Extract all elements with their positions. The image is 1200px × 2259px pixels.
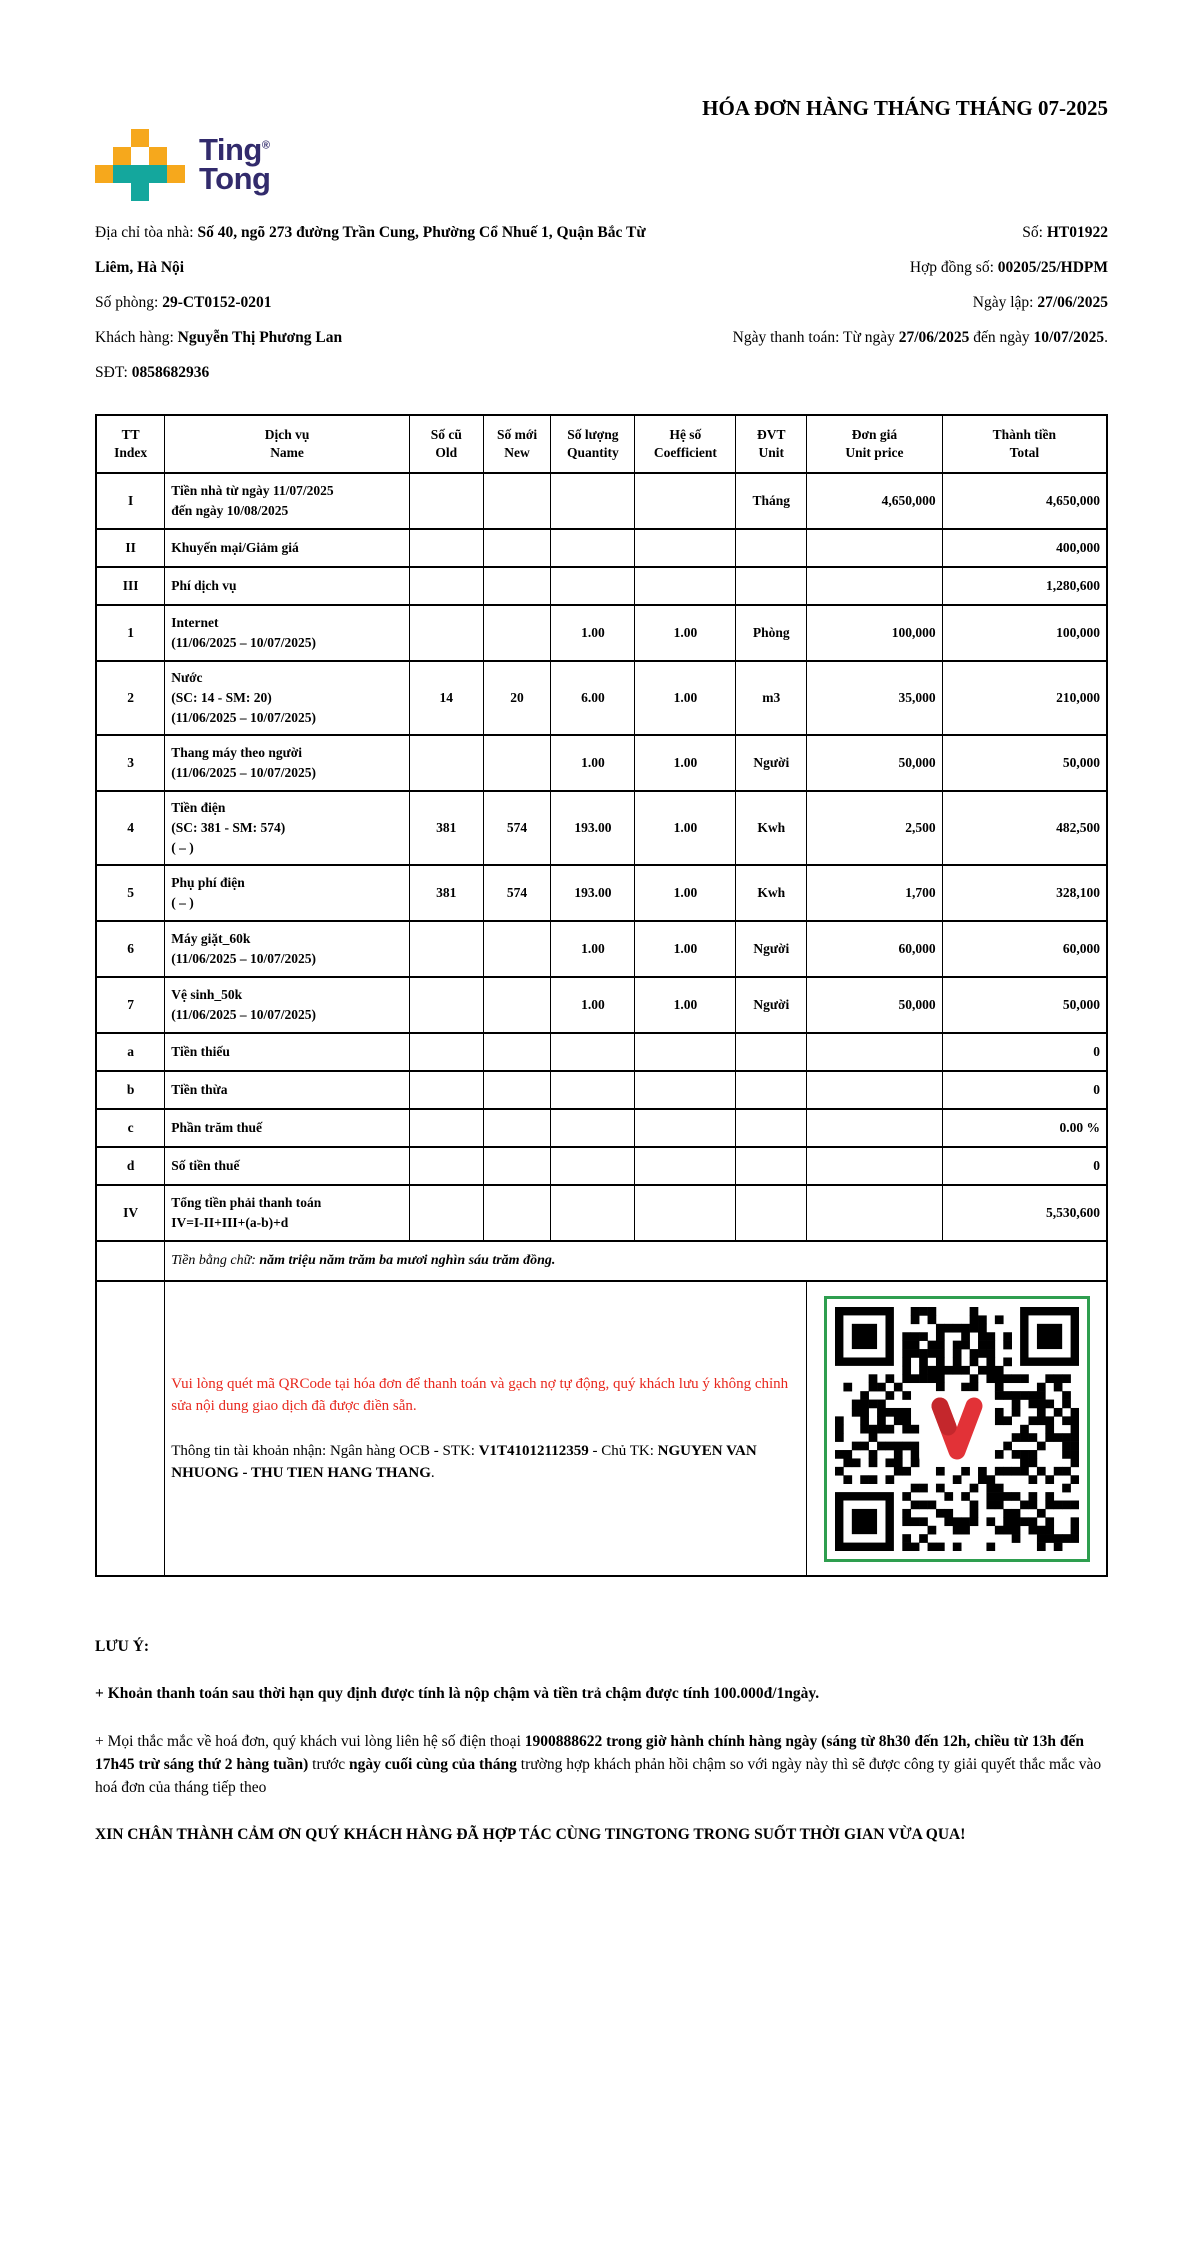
new-reading: 20 (483, 661, 551, 735)
column-header: Số cũ Old (409, 415, 483, 473)
tingtong-logo-icon (95, 129, 185, 201)
unit-price (807, 567, 942, 605)
column-header: Số lượng Quantity (551, 415, 635, 473)
tingtong-logo-text (199, 132, 271, 196)
column-header: Số mới New (483, 415, 551, 473)
coefficient: 1.00 (635, 735, 736, 791)
info-line: Hợp đồng số: 00205/25/HDPM (909, 259, 1108, 276)
table-row (96, 791, 1107, 865)
coefficient (635, 1185, 736, 1241)
service-name: Số tiền thuế (165, 1147, 410, 1185)
logo-pixel (95, 147, 113, 165)
qr-code (824, 1296, 1090, 1562)
unit-price (807, 1033, 942, 1071)
table-row (96, 1071, 1107, 1109)
new-reading: 574 (483, 791, 551, 865)
row-index: a (96, 1033, 165, 1071)
new-reading (483, 1033, 551, 1071)
coefficient (635, 1071, 736, 1109)
text-segment: V1T41012112359 (478, 1442, 589, 1459)
logo-pixel (131, 183, 149, 201)
amount-in-words-row (96, 1241, 1107, 1281)
logo-pixel (131, 147, 149, 165)
unit-price (807, 1147, 942, 1185)
old-reading (409, 735, 483, 791)
logo-word: Ting® (199, 132, 270, 168)
info-line: Khách hàng: Nguyễn Thị Phương Lan (95, 329, 343, 346)
unit: Tháng (736, 473, 807, 529)
thank-you-message: XIN CHÂN THÀNH CẢM ƠN QUÝ KHÁCH HÀNG ĐÃ HỢP TÁC CÙNG TINGTONG TRONG SUỐT THỜI GIAN VỪA QUA! (95, 1826, 966, 1844)
empty-cell (96, 1241, 165, 1281)
qr-code-cell (807, 1281, 1107, 1576)
old-reading: 14 (409, 661, 483, 735)
old-reading (409, 921, 483, 977)
old-reading: 381 (409, 865, 483, 921)
text-segment: NGUYEN VAN NHUONG - THU TIEN HANG THANG (171, 1442, 757, 1481)
table-row (96, 1147, 1107, 1185)
logo-pixel (95, 165, 113, 183)
logo-pixel (131, 129, 149, 147)
logo-pixel (95, 129, 113, 147)
service-name: Nước (SC: 14 - SM: 20) (11/06/2025 – 10/07/2025) (165, 661, 410, 735)
total: 5,530,600 (942, 1185, 1107, 1241)
new-reading: 574 (483, 865, 551, 921)
quantity: 193.00 (551, 865, 635, 921)
hotline-note (95, 1730, 1108, 1800)
column-header: Đơn giá Unit price (807, 415, 942, 473)
row-index: 6 (96, 921, 165, 977)
coefficient (635, 473, 736, 529)
row-index: d (96, 1147, 165, 1185)
unit (736, 1147, 807, 1185)
text-segment: + Mọi thắc mắc về hoá đơn, quý khách vui lòng liên hệ số điện thoại (95, 1732, 525, 1750)
unit-price: 50,000 (807, 977, 942, 1033)
invoice-info (95, 215, 1108, 390)
service-name: Máy giặt_60k (11/06/2025 – 10/07/2025) (165, 921, 410, 977)
total: 0 (942, 1033, 1107, 1071)
unit (736, 1185, 807, 1241)
text-segment: Thông tin tài khoản nhận: Ngân hàng OCB - STK: (171, 1442, 479, 1459)
page-title: HÓA ĐƠN HÀNG THÁNG THÁNG 07-2025 (702, 96, 1108, 120)
logo-pixel (167, 147, 185, 165)
quantity (551, 473, 635, 529)
row-index: I (96, 473, 165, 529)
logo-pixel (113, 165, 131, 183)
unit-price (807, 1185, 942, 1241)
text-segment: ngày cuối cùng của tháng (348, 1755, 517, 1773)
qr-warning-text: Vui lòng quét mã QRCode tại hóa đơn để thanh toán và gạch nợ tự động, quý khách lưu ý không chỉnh sửa nội dung giao dịch đã được điền sẵn. (171, 1375, 789, 1414)
amount-in-words-value: năm triệu năm trăm ba mươi nghìn sáu trăm đồng. (259, 1253, 556, 1268)
table-header-row (96, 415, 1107, 473)
service-name: Tổng tiền phải thanh toán IV=I-II+III+(a-b)+d (165, 1185, 410, 1241)
service-name: Khuyến mại/Giảm giá (165, 529, 410, 567)
unit-price: 35,000 (807, 661, 942, 735)
new-reading (483, 605, 551, 661)
late-payment-note: + Khoản thanh toán sau thời hạn quy định được tính là nộp chậm và tiền trả chậm được tính 100.000đ/1ngày. (95, 1685, 820, 1703)
quantity (551, 567, 635, 605)
row-index: II (96, 529, 165, 567)
invoice-meta (683, 215, 1108, 390)
service-name: Tiền nhà từ ngày 11/07/2025 đến ngày 10/08/2025 (165, 473, 410, 529)
new-reading (483, 473, 551, 529)
text-segment: 1900888622 trong giờ hành chính hàng ngày (sáng từ 8h30 đến 12h, chiều từ 13h đến 17h45 trừ sáng thứ 2 hàng tuần) (95, 1732, 1084, 1773)
old-reading (409, 605, 483, 661)
unit: Người (736, 921, 807, 977)
new-reading (483, 1071, 551, 1109)
logo-pixel (149, 129, 167, 147)
row-index: 4 (96, 791, 165, 865)
total: 482,500 (942, 791, 1107, 865)
old-reading (409, 529, 483, 567)
unit: Kwh (736, 791, 807, 865)
qr-payment-row (96, 1281, 1107, 1576)
empty-cell (96, 1281, 165, 1576)
old-reading (409, 1147, 483, 1185)
table-row (96, 1033, 1107, 1071)
coefficient: 1.00 (635, 605, 736, 661)
unit-price: 4,650,000 (807, 473, 942, 529)
column-header: TT Index (96, 415, 165, 473)
info-line: Ngày thanh toán: Từ ngày 27/06/2025 đến ngày 10/07/2025. (732, 329, 1108, 346)
table-row (96, 977, 1107, 1033)
quantity: 1.00 (551, 977, 635, 1033)
footer-notes (95, 1635, 1108, 1847)
row-index: III (96, 567, 165, 605)
info-line: Địa chỉ tòa nhà: Số 40, ngõ 273 đường Trần Cung, Phường Cổ Nhuế 1, Quận Bắc Từ Liêm, Hà Nội (95, 224, 646, 276)
table-row (96, 865, 1107, 921)
info-line: Số: HT01922 (1022, 224, 1108, 241)
coefficient (635, 1033, 736, 1071)
column-header: Thành tiền Total (942, 415, 1107, 473)
row-index: 1 (96, 605, 165, 661)
service-name: Phụ phí điện ( – ) (165, 865, 410, 921)
service-name: Vệ sinh_50k (11/06/2025 – 10/07/2025) (165, 977, 410, 1033)
old-reading (409, 567, 483, 605)
old-reading (409, 1185, 483, 1241)
logo-pixel (167, 165, 185, 183)
row-index: c (96, 1109, 165, 1147)
quantity (551, 1147, 635, 1185)
coefficient (635, 529, 736, 567)
table-row (96, 921, 1107, 977)
row-index: IV (96, 1185, 165, 1241)
quantity: 1.00 (551, 921, 635, 977)
quantity: 193.00 (551, 791, 635, 865)
total: 0 (942, 1071, 1107, 1109)
unit-price (807, 529, 942, 567)
unit (736, 529, 807, 567)
tingtong-logo (95, 129, 270, 201)
service-name: Thang máy theo người (11/06/2025 – 10/07/2025) (165, 735, 410, 791)
new-reading (483, 977, 551, 1033)
table-row (96, 567, 1107, 605)
old-reading (409, 1109, 483, 1147)
unit-price: 100,000 (807, 605, 942, 661)
old-reading: 381 (409, 791, 483, 865)
new-reading (483, 735, 551, 791)
quantity (551, 1071, 635, 1109)
total: 4,650,000 (942, 473, 1107, 529)
logo-pixel (113, 147, 131, 165)
payment-instructions (165, 1281, 807, 1576)
total: 400,000 (942, 529, 1107, 567)
text-segment: trước (308, 1755, 349, 1773)
unit (736, 1033, 807, 1071)
info-line: Số phòng: 29-CT0152-0201 (95, 294, 272, 311)
unit (736, 1109, 807, 1147)
coefficient: 1.00 (635, 865, 736, 921)
coefficient: 1.00 (635, 977, 736, 1033)
bank-account-info (171, 1440, 800, 1485)
amount-in-words-label: Tiền bằng chữ: (171, 1253, 260, 1268)
unit (736, 1071, 807, 1109)
quantity (551, 529, 635, 567)
row-index: b (96, 1071, 165, 1109)
old-reading (409, 977, 483, 1033)
text-segment: - Chủ TK: (588, 1442, 658, 1459)
invoice-table (95, 414, 1108, 1577)
quantity: 1.00 (551, 735, 635, 791)
unit: Phòng (736, 605, 807, 661)
total: 0.00 % (942, 1109, 1107, 1147)
info-line: Ngày lập: 27/06/2025 (972, 294, 1108, 311)
total: 60,000 (942, 921, 1107, 977)
coefficient (635, 1109, 736, 1147)
old-reading (409, 1033, 483, 1071)
logo-pixel (113, 183, 131, 201)
column-header: Hệ số Coefficient (635, 415, 736, 473)
logo-pixel (113, 129, 131, 147)
total: 0 (942, 1147, 1107, 1185)
table-row (96, 473, 1107, 529)
quantity (551, 1109, 635, 1147)
new-reading (483, 921, 551, 977)
old-reading (409, 473, 483, 529)
total: 328,100 (942, 865, 1107, 921)
coefficient (635, 567, 736, 605)
quantity (551, 1185, 635, 1241)
logo-pixel (149, 165, 167, 183)
logo-word: Tong (199, 161, 271, 196)
coefficient: 1.00 (635, 921, 736, 977)
quantity (551, 1033, 635, 1071)
total: 1,280,600 (942, 567, 1107, 605)
logo-pixel (131, 165, 149, 183)
notes-heading: LƯU Ý: (95, 1638, 150, 1655)
customer-info (95, 215, 662, 390)
unit: Người (736, 977, 807, 1033)
new-reading (483, 1109, 551, 1147)
table-row (96, 735, 1107, 791)
new-reading (483, 1147, 551, 1185)
table-row (96, 1185, 1107, 1241)
new-reading (483, 567, 551, 605)
column-header: ĐVT Unit (736, 415, 807, 473)
total: 100,000 (942, 605, 1107, 661)
logo-pixel (95, 183, 113, 201)
new-reading (483, 529, 551, 567)
logo-pixel (167, 129, 185, 147)
unit: Kwh (736, 865, 807, 921)
logo-pixel (149, 147, 167, 165)
row-index: 5 (96, 865, 165, 921)
coefficient (635, 1147, 736, 1185)
unit-price: 50,000 (807, 735, 942, 791)
info-line: SĐT: 0858682936 (95, 364, 210, 381)
text-segment: trường hợp khách phản hồi chậm so với ngày này thì sẽ được công ty giải quyết thắc mắc vào hoá đơn của tháng tiếp theo (95, 1755, 1102, 1796)
quantity: 6.00 (551, 661, 635, 735)
row-index: 2 (96, 661, 165, 735)
unit (736, 567, 807, 605)
quantity: 1.00 (551, 605, 635, 661)
logo-pixel (167, 183, 185, 201)
unit-price (807, 1109, 942, 1147)
service-name: Tiền điện (SC: 381 - SM: 574) ( – ) (165, 791, 410, 865)
total: 210,000 (942, 661, 1107, 735)
service-name: Phí dịch vụ (165, 567, 410, 605)
unit-price: 60,000 (807, 921, 942, 977)
unit-price (807, 1071, 942, 1109)
column-header: Dịch vụ Name (165, 415, 410, 473)
total: 50,000 (942, 735, 1107, 791)
header (95, 95, 1108, 201)
qr-code-image (835, 1307, 1079, 1551)
service-name: Internet (11/06/2025 – 10/07/2025) (165, 605, 410, 661)
row-index: 3 (96, 735, 165, 791)
total: 50,000 (942, 977, 1107, 1033)
service-name: Phần trăm thuế (165, 1109, 410, 1147)
row-index: 7 (96, 977, 165, 1033)
unit-price: 2,500 (807, 791, 942, 865)
table-row (96, 1109, 1107, 1147)
coefficient: 1.00 (635, 661, 736, 735)
unit: m3 (736, 661, 807, 735)
old-reading (409, 1071, 483, 1109)
unit-price: 1,700 (807, 865, 942, 921)
coefficient: 1.00 (635, 791, 736, 865)
new-reading (483, 1185, 551, 1241)
service-name: Tiền thừa (165, 1071, 410, 1109)
table-row (96, 605, 1107, 661)
logo-pixel (149, 183, 167, 201)
service-name: Tiền thiếu (165, 1033, 410, 1071)
unit: Người (736, 735, 807, 791)
amount-in-words (165, 1241, 1107, 1281)
text-segment: . (430, 1465, 435, 1481)
table-row (96, 661, 1107, 735)
table-row (96, 529, 1107, 567)
